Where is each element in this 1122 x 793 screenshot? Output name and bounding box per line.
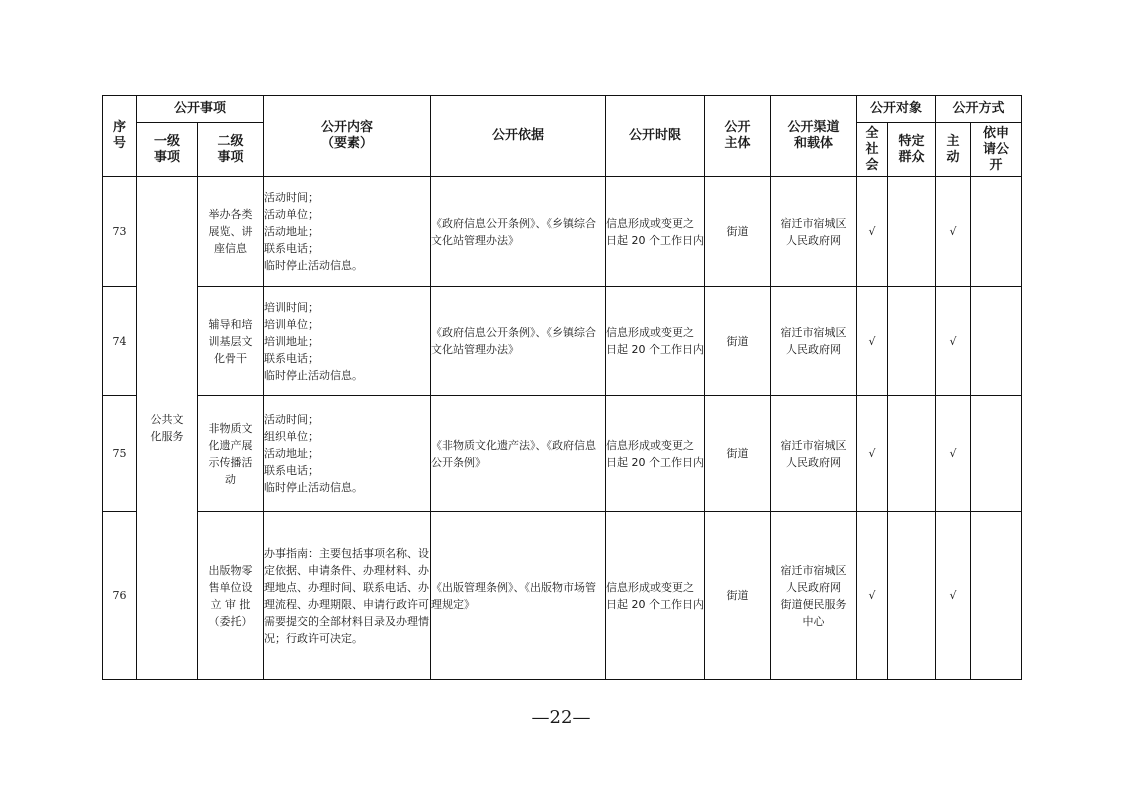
row-target-specific xyxy=(888,177,936,287)
header-level1: 一级 事项 xyxy=(137,123,198,177)
row-content: 活动时间； 活动单位； 活动地址； 联系电话； 临时停止活动信息。 xyxy=(264,177,431,287)
header-content: 公开内容 （要素） xyxy=(264,96,431,177)
header-time-limit: 公开时限 xyxy=(606,96,705,177)
header-channel: 公开渠道 和载体 xyxy=(771,96,857,177)
row-channel: 宿迁市宿城区 人民政府网 街道便民服务 中心 xyxy=(771,512,857,680)
row-seq: 75 xyxy=(103,396,137,512)
row-level2: 非物质文 化遗产展 示传播活 动 xyxy=(198,396,264,512)
header-target-all: 全社会 xyxy=(857,123,888,177)
row-method-apply xyxy=(971,177,1022,287)
row-content: 活动时间； 组织单位； 活动地址； 联系电话； 临时停止活动信息。 xyxy=(264,396,431,512)
row-seq: 74 xyxy=(103,287,137,396)
row-target-all-check: √ xyxy=(857,177,888,287)
table-row xyxy=(103,512,1022,680)
row-seq: 76 xyxy=(103,512,137,680)
row-method-active-check: √ xyxy=(936,177,971,287)
row-method-active-check: √ xyxy=(936,287,971,396)
row-level2: 辅导和培 训基层文 化骨干 xyxy=(198,287,264,396)
row-subject: 街道 xyxy=(705,287,771,396)
row-seq: 73 xyxy=(103,177,137,287)
header-items-group: 公开事项 xyxy=(137,96,264,123)
row-subject: 街道 xyxy=(705,396,771,512)
table-row xyxy=(103,177,1022,287)
row-time-limit: 信息形成或变更之日起 20 个工作日内 xyxy=(606,396,705,512)
row-method-apply xyxy=(971,512,1022,680)
row-target-specific xyxy=(888,396,936,512)
header-target-specific: 特定 群众 xyxy=(888,123,936,177)
row-basis: 《政府信息公开条例》、《乡镇综合文化站管理办法》 xyxy=(431,287,606,396)
header-subject: 公开 主体 xyxy=(705,96,771,177)
header-basis: 公开依据 xyxy=(431,96,606,177)
row-time-limit: 信息形成或变更之日起 20 个工作日内 xyxy=(606,512,705,680)
row-method-apply xyxy=(971,287,1022,396)
row-basis: 《政府信息公开条例》、《乡镇综合文化站管理办法》 xyxy=(431,177,606,287)
header-seq: 序号 xyxy=(103,96,137,177)
header-method-apply: 依申 请公 开 xyxy=(971,123,1022,177)
header-method-active: 主动 xyxy=(936,123,971,177)
row-target-all-check: √ xyxy=(857,396,888,512)
header-level2: 二级 事项 xyxy=(198,123,264,177)
row-channel: 宿迁市宿城区 人民政府网 xyxy=(771,396,857,512)
level1-cell: 公共文 化服务 xyxy=(137,177,198,680)
row-method-active-check: √ xyxy=(936,512,971,680)
header-target-group: 公开对象 xyxy=(857,96,936,123)
page-number: —22— xyxy=(531,707,591,728)
row-time-limit: 信息形成或变更之日起 20 个工作日内 xyxy=(606,177,705,287)
row-level2: 出版物零 售单位设 立 审 批 （委托） xyxy=(198,512,264,680)
table-row xyxy=(103,287,1022,396)
row-subject: 街道 xyxy=(705,512,771,680)
row-target-all-check: √ xyxy=(857,512,888,680)
row-subject: 街道 xyxy=(705,177,771,287)
row-target-all-check: √ xyxy=(857,287,888,396)
table-row xyxy=(103,396,1022,512)
header-method-group: 公开方式 xyxy=(936,96,1022,123)
row-method-active-check: √ xyxy=(936,396,971,512)
row-time-limit: 信息形成或变更之日起 20 个工作日内 xyxy=(606,287,705,396)
disclosure-table xyxy=(102,95,1022,680)
row-level2: 举办各类 展览、讲 座信息 xyxy=(198,177,264,287)
row-channel: 宿迁市宿城区 人民政府网 xyxy=(771,287,857,396)
row-basis: 《非物质文化遗产法》、《政府信息公开条例》 xyxy=(431,396,606,512)
row-target-specific xyxy=(888,512,936,680)
row-basis: 《出版管理条例》、《出版物市场管理规定》 xyxy=(431,512,606,680)
row-channel: 宿迁市宿城区 人民政府网 xyxy=(771,177,857,287)
row-content: 培训时间； 培训单位； 培训地址； 联系电话； 临时停止活动信息。 xyxy=(264,287,431,396)
row-method-apply xyxy=(971,396,1022,512)
row-target-specific xyxy=(888,287,936,396)
row-content: 办事指南：主要包括事项名称、设定依据、申请条件、办理材料、办理地点、办理时间、联系电话、办理流程、办理期限、申请行政许可需要提交的全部材料目录及办理情况；行政许可决定。 xyxy=(264,512,431,680)
